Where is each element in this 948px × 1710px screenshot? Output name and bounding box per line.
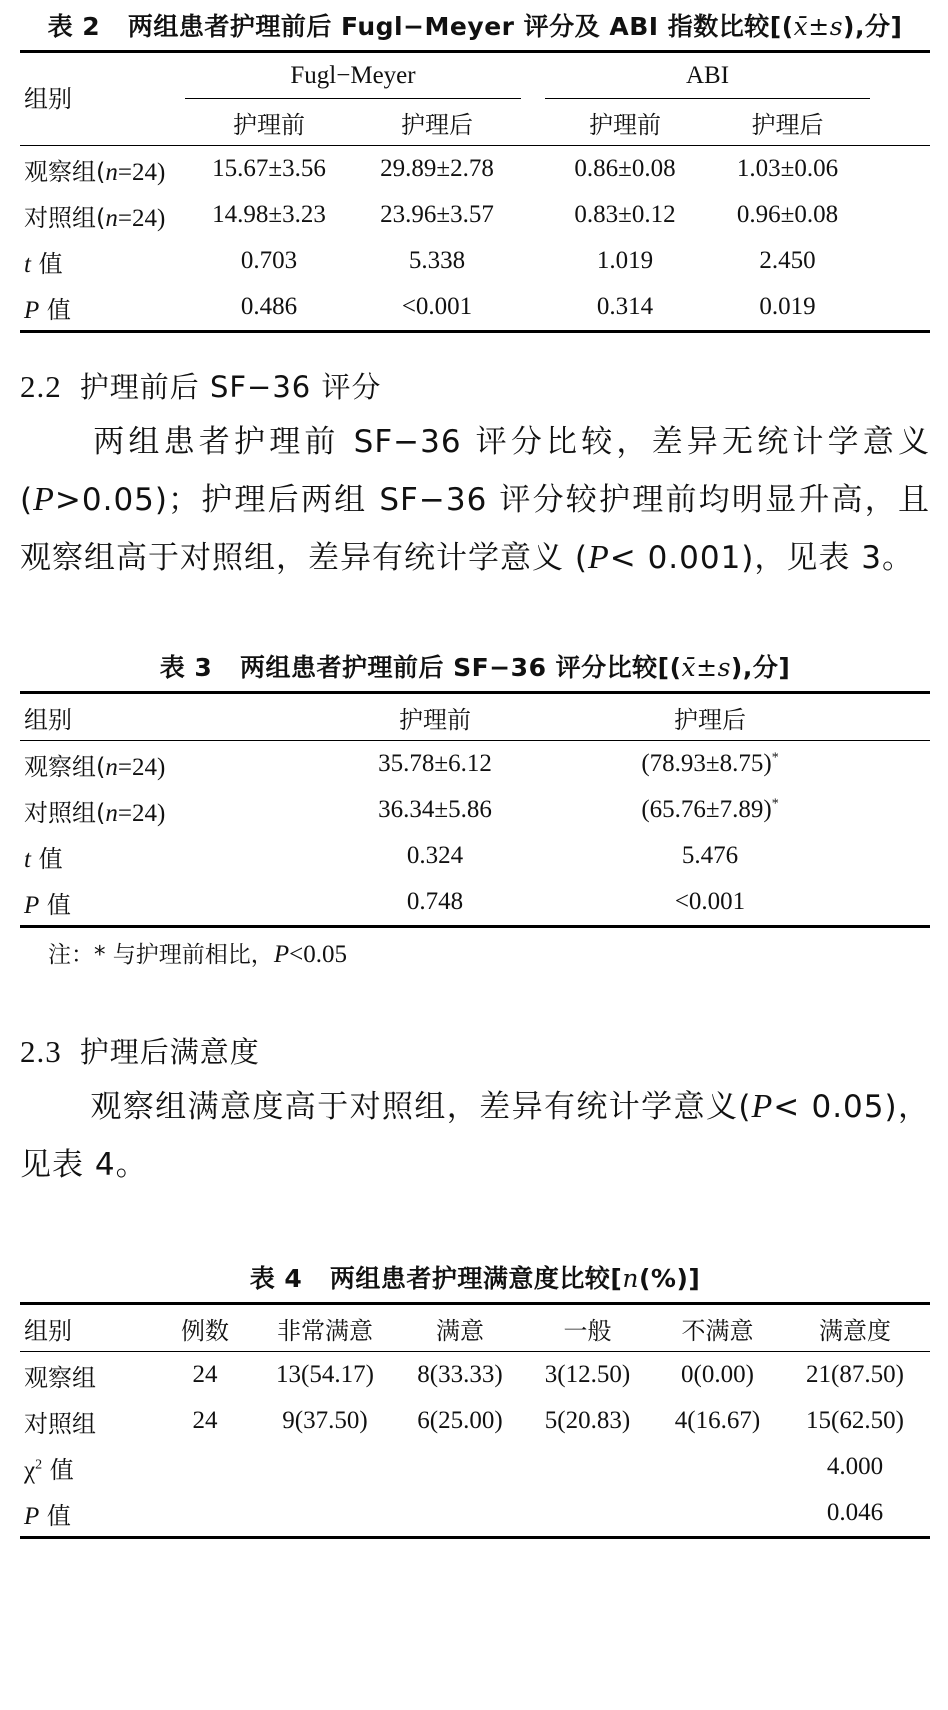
table3-header-row	[20, 693, 930, 741]
table2-sub-fm-before: 护理前	[233, 110, 305, 139]
document-page	[20, 0, 930, 1539]
t-symbol: t	[24, 845, 31, 873]
cell-p: <0.001	[674, 888, 746, 915]
table2-header-group: 组别	[20, 52, 185, 146]
table2-header-abi	[545, 52, 870, 100]
table-row	[20, 192, 930, 238]
cell-abi-before: 0.86±0.08	[574, 155, 676, 182]
cell-p: 0.046	[826, 1499, 884, 1526]
cell-satisfaction: 21(87.50)	[806, 1361, 904, 1388]
table2-caption	[20, 10, 930, 44]
table4-caption-prefix: 表 4	[249, 1264, 303, 1293]
section-title: 护理后满意度	[79, 1035, 260, 1069]
cell-neutral: 3(12.50)	[544, 1361, 631, 1388]
p-symbol: P	[24, 891, 40, 919]
cell-after	[560, 741, 860, 788]
row-label-text: 观察组(	[24, 752, 106, 781]
p-symbol: P	[587, 539, 610, 576]
cell-p: 0.019	[759, 293, 816, 320]
t-label-word: 值	[30, 249, 63, 278]
table3-col-group: 组别	[24, 705, 72, 734]
table-row	[20, 879, 930, 927]
t-label-word: 值	[30, 844, 63, 873]
table-row	[20, 787, 930, 833]
table4-col-satisfaction: 满意度	[819, 1316, 891, 1345]
table2-caption-title: 两组患者护理前后 Fugl−Meyer 评分及 ABI 指数比较[(	[127, 12, 794, 41]
cell-fm-after: 23.96±3.57	[380, 201, 494, 228]
chi-label-word: 值	[42, 1455, 74, 1484]
cell-before: 36.34±5.86	[378, 796, 492, 823]
table4-col-very-satisfied: 非常满意	[277, 1316, 373, 1345]
table3-caption	[20, 651, 930, 685]
section-number: 2.2	[20, 369, 62, 404]
p-symbol: P	[273, 941, 290, 968]
cell-very-satisfied: 9(37.50)	[282, 1407, 368, 1434]
cell-before: 35.78±6.12	[378, 750, 492, 777]
table-row	[20, 741, 930, 788]
cell-very-satisfied: 13(54.17)	[276, 1361, 374, 1388]
table4-col-unsatisfied: 不满意	[681, 1316, 754, 1345]
significance-mark: *	[771, 796, 779, 812]
table2-sub-abi-after: 护理后	[751, 110, 824, 139]
cell-satisfied: 6(25.00)	[417, 1407, 503, 1434]
p-symbol: P	[33, 481, 55, 518]
cell-chi: 4.000	[826, 1453, 884, 1480]
row-label-count: =24)	[117, 753, 166, 781]
paragraph-text: 观察组满意度高于对照组，差异有统计学意义(	[90, 1089, 752, 1125]
cell-neutral: 5(20.83)	[544, 1407, 631, 1434]
cell-p: 0.486	[240, 293, 298, 320]
note-text: 注：* 与护理前相比，	[48, 942, 274, 968]
row-label	[20, 1444, 160, 1490]
section-title: 护理前后 SF−36 评分	[79, 370, 382, 404]
row-label	[20, 741, 310, 788]
cell-p: 0.314	[596, 293, 654, 320]
row-label-text: 对照组(	[24, 203, 106, 232]
cell-fm-after: 29.89±2.78	[380, 155, 494, 182]
table-row	[20, 833, 930, 879]
p-symbol: P	[24, 1502, 40, 1530]
table-row	[20, 1490, 930, 1538]
row-label-text: 观察组(	[24, 157, 106, 186]
cell-count: 24	[192, 1361, 218, 1388]
row-label	[20, 146, 185, 193]
table3-col-after: 护理后	[674, 705, 746, 734]
row-label-count: =24)	[117, 799, 166, 827]
p-label-word: 值	[39, 890, 71, 919]
table3-note	[20, 938, 930, 972]
cell-after-value: (65.76±7.89)	[641, 796, 772, 823]
cell-abi-before: 0.83±0.12	[574, 201, 676, 228]
p-symbol: P	[24, 296, 40, 324]
cell-t: 5.338	[408, 247, 466, 274]
cell-satisfied: 8(33.33)	[417, 1361, 503, 1388]
table4-col-count: 例数	[181, 1316, 229, 1345]
row-label	[20, 284, 185, 332]
cell-unsatisfied: 4(16.67)	[674, 1407, 761, 1434]
section-2-2-paragraph	[20, 413, 930, 587]
row-label	[20, 238, 185, 284]
cell-abi-after: 0.96±0.08	[736, 201, 839, 228]
cell-t: 2.450	[759, 247, 816, 274]
table2-caption-suffix: ),分]	[843, 12, 903, 41]
cell-p: <0.001	[401, 293, 473, 320]
table2-header-row-1	[20, 52, 930, 100]
cell-after	[560, 787, 860, 833]
row-label-count: =24)	[117, 158, 166, 186]
row-label	[20, 192, 185, 238]
table3-caption-math: x̄±s	[681, 653, 731, 682]
section-2-3-paragraph	[20, 1078, 930, 1194]
cell-after-value: (78.93±8.75)	[641, 750, 772, 777]
table2-header-abi-label: ABI	[685, 62, 730, 89]
row-label-n: n	[105, 799, 118, 827]
p-label-word: 值	[39, 1501, 71, 1530]
table-row	[20, 146, 930, 193]
cell-t: 0.703	[240, 247, 298, 274]
table2	[20, 50, 930, 333]
table4-caption-suffix: (%)]	[638, 1264, 701, 1293]
p-symbol: P	[751, 1088, 774, 1125]
row-label: 观察组	[24, 1363, 96, 1392]
section-2-3-heading	[20, 1032, 930, 1072]
significance-mark: *	[771, 750, 779, 766]
table-row	[20, 1444, 930, 1490]
row-label	[20, 1490, 160, 1538]
table-row	[20, 284, 930, 332]
table4-caption-math: n	[622, 1264, 639, 1293]
row-label-n: n	[105, 753, 118, 781]
table2-header-fm	[185, 52, 521, 100]
row-label	[20, 833, 310, 879]
table2-sub-fm-after: 护理后	[401, 110, 473, 139]
table2-caption-math: x̄±s	[793, 12, 844, 41]
chi-symbol: χ	[24, 1456, 36, 1484]
cell-p: 0.748	[406, 888, 464, 915]
cell-satisfaction: 15(62.50)	[806, 1407, 904, 1434]
row-label	[20, 879, 310, 927]
cell-fm-before: 14.98±3.23	[212, 201, 326, 228]
section-number: 2.3	[20, 1034, 62, 1069]
t-symbol: t	[24, 250, 31, 278]
table3-col-before: 护理前	[399, 705, 471, 734]
table3-caption-suffix: ),分]	[730, 653, 791, 682]
table4-col-group: 组别	[24, 1316, 72, 1345]
table-row	[20, 238, 930, 284]
row-label: 对照组	[24, 1409, 96, 1438]
table-row	[20, 1352, 930, 1399]
chi-superscript: 2	[35, 1457, 43, 1473]
table4-col-satisfied: 满意	[436, 1316, 484, 1345]
row-label-n: n	[105, 158, 118, 186]
table4-header-row	[20, 1304, 930, 1352]
cell-abi-after: 1.03±0.06	[736, 155, 839, 182]
table3	[20, 691, 930, 928]
section-2-2-heading	[20, 367, 930, 407]
row-label-count: =24)	[117, 204, 166, 232]
table4-caption-title: 两组患者护理满意度比较[	[329, 1264, 623, 1293]
paragraph-text: < 0.001)，见表 3。	[609, 540, 914, 576]
paragraph-text: 两组患者护理前 SF−36 评分比较，差异无统计学意义(	[20, 424, 930, 518]
cell-unsatisfied: 0(0.00)	[681, 1361, 754, 1388]
row-label-n: n	[105, 204, 118, 232]
table3-caption-prefix: 表 3	[159, 653, 213, 682]
cell-t: 5.476	[681, 842, 739, 869]
table-row	[20, 1398, 930, 1444]
table4-caption	[20, 1262, 930, 1296]
table2-header-fm-label: Fugl−Meyer	[290, 62, 416, 89]
row-label	[20, 787, 310, 833]
cell-count: 24	[192, 1407, 218, 1434]
cell-t: 0.324	[406, 842, 464, 869]
table3-caption-title: 两组患者护理前后 SF−36 评分比较[(	[239, 653, 682, 682]
table4	[20, 1302, 930, 1539]
note-threshold: <0.05	[289, 941, 347, 968]
paragraph-text: >0.05)；护理后两组 SF−36 评分较护理前均明显升高，且观察组高于对照组，差异有统计学意义 (	[20, 482, 930, 576]
paragraph-text: < 0.05)，见表 4。	[20, 1089, 930, 1183]
row-label-text: 对照组(	[24, 798, 106, 827]
table4-col-neutral: 一般	[563, 1316, 612, 1345]
cell-t: 1.019	[596, 247, 654, 274]
cell-fm-before: 15.67±3.56	[212, 155, 326, 182]
table2-caption-prefix: 表 2	[47, 12, 101, 41]
p-label-word: 值	[39, 295, 71, 324]
table2-sub-abi-before: 护理前	[589, 110, 662, 139]
